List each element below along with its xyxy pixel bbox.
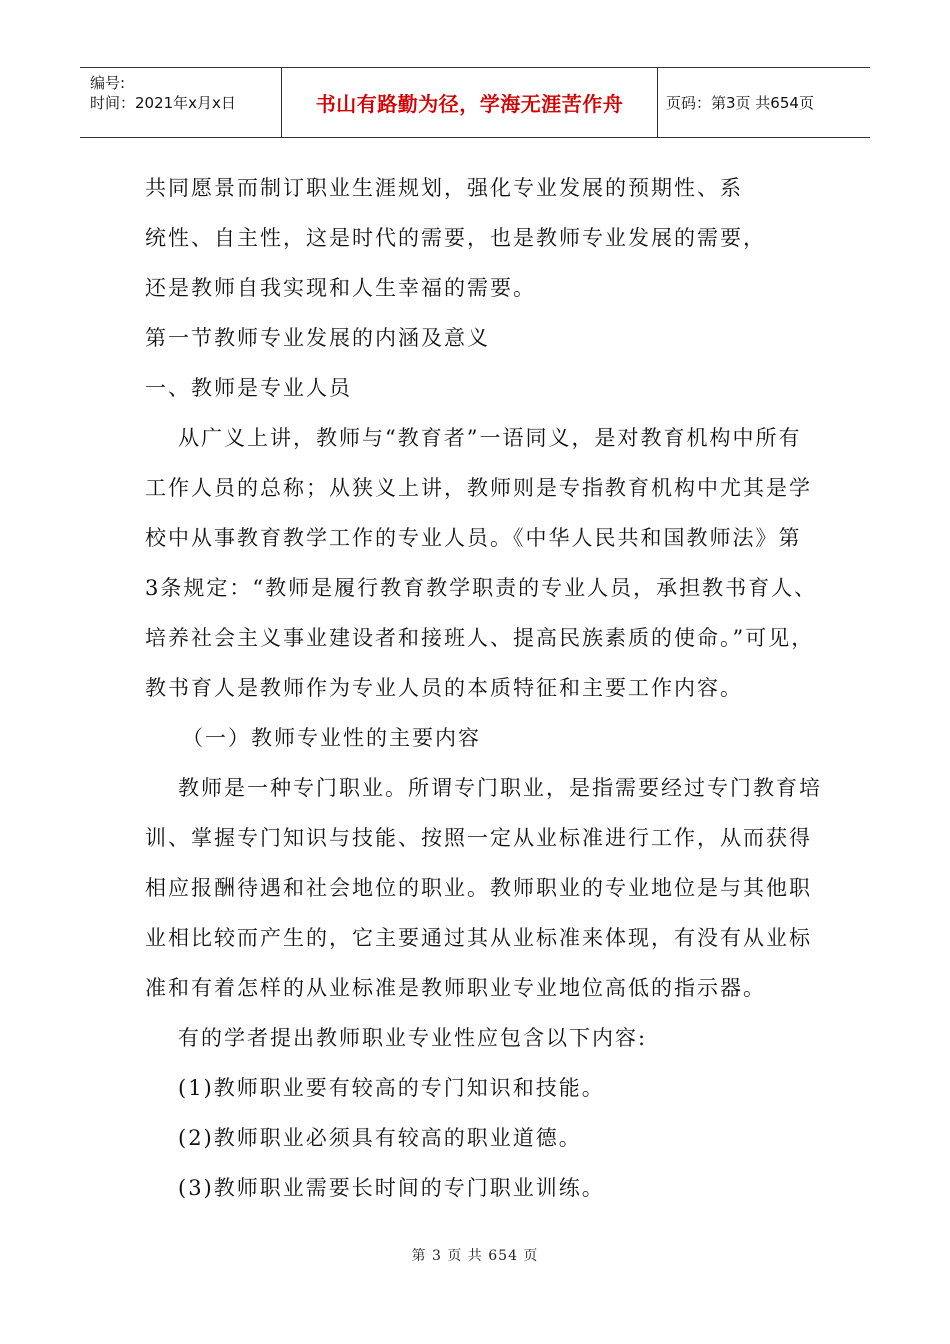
subsection-heading: （一）教师专业性的主要内容: [182, 726, 481, 750]
body-line: 校中从事教育教学工作的专业人员。《中华人民共和国教师法》第: [145, 526, 802, 550]
page-footer: 第 3 页 共 654 页: [411, 1248, 539, 1264]
document-body: [145, 163, 822, 1213]
body-line: 有的学者提出教师职业专业性应包含以下内容:: [178, 1026, 648, 1050]
time-label: 时间：2021年x月x日: [90, 94, 236, 112]
body-line: 还是教师自我实现和人生幸福的需要。: [145, 276, 536, 300]
number-label: 编号:: [90, 74, 126, 92]
header-motto-cell: [281, 68, 658, 137]
body-line: 统性、自主性，这是时代的需要，也是教师专业发展的需要，: [145, 226, 766, 250]
body-line: 培养社会主义事业建设者和接班人、提高民族素质的使命。”可见，: [145, 626, 815, 650]
body-line: 准和有着怎样的从业标准是教师职业专业地位高低的指示器。: [145, 976, 766, 1000]
body-line: 相应报酬待遇和社会地位的职业。教师职业的专业地位是与其他职: [145, 876, 812, 900]
header-meta: [80, 68, 281, 137]
body-line: 从广义上讲，教师与“教育者”一语同义，是对教育机构中所有: [178, 426, 802, 450]
body-line: 共同愿景而制订职业生涯规划，强化专业发展的预期性、系: [145, 176, 743, 200]
body-line: 业相比较而产生的，它主要通过其从业标准来体现，有没有从业标: [145, 926, 812, 950]
body-line: 工作人员的总称；从狭义上讲，教师则是专指教育机构中尤其是学: [145, 476, 812, 500]
body-line: 教师是一种专门职业。所谓专门职业，是指需要经过专门教育培: [178, 776, 822, 800]
page-info: 页码：第3页 共654页: [666, 94, 814, 112]
motto-text: 书山有路勤为径，学海无涯苦作舟: [315, 92, 624, 116]
list-item: (3)教师职业需要长时间的专门职业训练。: [178, 1176, 605, 1200]
list-item: (1)教师职业要有较高的专门知识和技能。: [178, 1076, 605, 1100]
subsection-heading: 一、教师是专业人员: [145, 376, 352, 400]
page-header: [80, 67, 870, 138]
body-line: 训、掌握专门知识与技能、按照一定从业标准进行工作，从而获得: [145, 826, 812, 850]
list-item: (2)教师职业必须具有较高的职业道德。: [178, 1126, 582, 1150]
header-page-cell: [658, 68, 870, 137]
body-line: 3条规定：“教师是履行教育教学职责的专业人员，承担教书育人、: [145, 576, 818, 600]
body-line: 教书育人是教师作为专业人员的本质特征和主要工作内容。: [145, 676, 743, 700]
section-heading: 第一节教师专业发展的内涵及意义: [145, 326, 490, 350]
